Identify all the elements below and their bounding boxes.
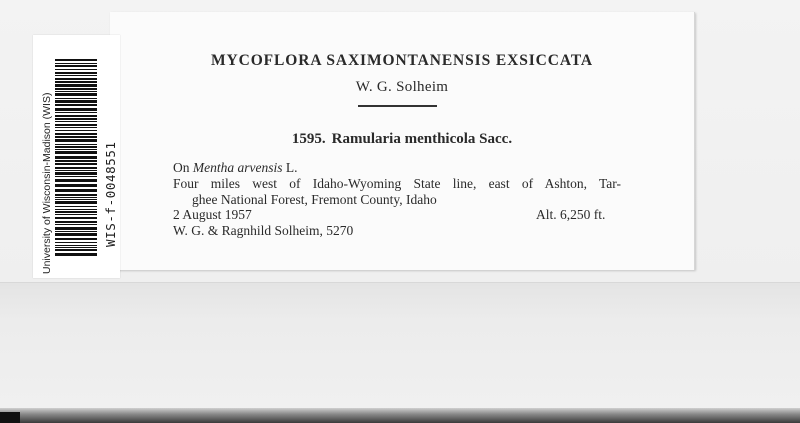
exsiccata-number: 1595. — [291, 131, 326, 147]
barcode-bar — [55, 100, 97, 103]
barcode-bar — [55, 146, 97, 148]
barcode-bar — [55, 170, 97, 171]
barcode-bar — [55, 84, 97, 87]
barcode-bar — [55, 227, 97, 230]
barcode-bar — [55, 176, 97, 177]
barcode-bar — [55, 127, 97, 128]
barcode-bar — [55, 167, 97, 169]
barcode-bar — [55, 179, 97, 182]
barcode-bar — [55, 221, 97, 223]
barcode-bar — [55, 136, 97, 138]
barcode-bar — [55, 72, 97, 74]
packet-fold-flap — [0, 282, 800, 409]
bottom-edge — [0, 408, 800, 423]
barcode-bar — [55, 93, 97, 96]
barcode-bar — [55, 247, 97, 248]
barcode-bar — [55, 224, 97, 225]
barcode-bar — [55, 231, 97, 232]
barcode-institution: University of Wisconsin-Madison (WIS) — [41, 92, 53, 274]
barcode-bar — [55, 144, 97, 145]
barcode-bar — [55, 91, 97, 92]
barcode-bar — [55, 206, 97, 207]
barcode-bar — [55, 211, 97, 213]
barcode-bar — [55, 184, 97, 187]
barcode-bar — [55, 108, 97, 111]
barcode-catalog-number: WIS-f-0048551 — [103, 141, 118, 247]
barcode-bar — [55, 59, 97, 61]
locality-line-2: ghee National Forest, Fremont County, Idaho — [192, 192, 437, 207]
barcode-tag — [33, 35, 120, 278]
barcode-bar — [55, 130, 97, 131]
barcode-bar — [55, 160, 97, 162]
barcode-bar — [55, 253, 97, 256]
barcode-bar — [55, 217, 97, 219]
altitude: Alt. 6,250 ft. — [536, 207, 606, 222]
barcode-bar — [55, 233, 97, 236]
title-divider — [358, 105, 437, 107]
barcode-bar — [55, 199, 97, 200]
barcode-bar — [55, 133, 97, 135]
collectors: W. G. & Ragnhild Solheim, 5270 — [173, 223, 354, 238]
barcode-bar — [55, 151, 97, 154]
barcode-bar — [55, 242, 97, 243]
barcode-bar — [55, 88, 97, 90]
barcode-svg — [33, 35, 120, 278]
barcode-bar — [55, 245, 97, 246]
barcode-bar — [55, 98, 97, 99]
barcode-bar — [55, 118, 97, 120]
collection-date: 2 August 1957 — [173, 207, 252, 222]
barcode-bar — [55, 69, 97, 70]
barcode-bar — [55, 209, 97, 210]
barcode-bar — [55, 78, 97, 80]
species-name: Ramularia menthicola Sacc. — [331, 131, 513, 147]
barcode-bar — [55, 124, 97, 126]
barcode-bars — [55, 59, 97, 256]
barcode-bar — [55, 156, 97, 159]
barcode-bar — [55, 149, 97, 150]
barcode-bar — [55, 63, 97, 64]
barcode-bar — [55, 238, 97, 240]
species-heading — [110, 131, 694, 148]
barcode-bar — [55, 65, 97, 67]
label-title: MYCOFLORA SAXIMONTANENSIS EXSICCATA — [210, 52, 593, 69]
locality-line-1: Four miles west of Idaho-Wyoming State line, east of Ashton, Tar- — [173, 176, 621, 191]
barcode-bar — [55, 249, 97, 251]
specimen-label — [110, 12, 695, 270]
barcode-bar — [55, 214, 97, 215]
barcode-bar — [55, 201, 97, 204]
host-name: Mentha arvensis — [192, 160, 283, 175]
barcode-bar — [55, 104, 97, 106]
barcode-bar — [55, 81, 97, 83]
barcode-bar — [55, 75, 97, 76]
barcode-bar — [55, 172, 97, 175]
barcode-bar — [55, 115, 97, 117]
barcode-bar — [55, 112, 97, 113]
label-editor: W. G. Solheim — [355, 79, 449, 95]
barcode-bar — [55, 121, 97, 122]
barcode-bar — [55, 189, 97, 192]
barcode-bar — [55, 163, 97, 165]
barcode-bar — [55, 139, 97, 142]
barcode-bar — [55, 194, 97, 196]
barcode-bar — [55, 197, 97, 198]
host-line: On Mentha arvensis L. — [173, 160, 298, 175]
